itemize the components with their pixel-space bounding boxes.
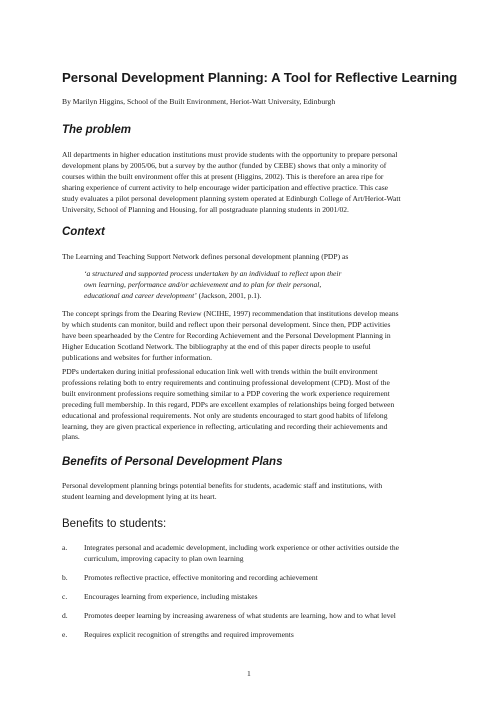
problem-line: University, School of Planning and Housing, for all postgraduate planning students in 2001/02. — [62, 204, 349, 214]
list-item-line: Integrates personal and academic development, including work experience or other activities outside the — [84, 543, 399, 552]
quote-citation: (Jackson, 2001, p.1). — [196, 290, 262, 300]
context-line: by which students can monitor, build and reflect upon their personal development. Since then, PDP activities — [62, 319, 391, 329]
list-item-text — [84, 543, 399, 565]
problem-paragraph — [62, 150, 452, 215]
context-paragraph-2 — [62, 309, 452, 364]
heading-context: Context — [62, 226, 105, 238]
ltsn-definition-quote — [84, 269, 444, 302]
list-item-line: Encourages learning from experience, including mistakes — [84, 592, 258, 601]
problem-line: All departments in higher education institutions must provide students with the opportunity to prepare personal — [62, 150, 398, 159]
author-byline: By Marilyn Higgins, School of the Built Environment, Heriot-Watt University, Edinburgh — [62, 97, 336, 106]
benefits-line: Personal development planning brings potential benefits for students, academic staff and institutions, with — [62, 481, 383, 490]
heading-benefits: Benefits of Personal Development Plans — [62, 456, 283, 468]
problem-line: sharing experience of current activity to help encourage wider participation and effective practice. This case — [62, 182, 388, 192]
list-item-line: Promotes deeper learning by increasing awareness of what students are learning, how and to what level — [84, 611, 396, 620]
list-item-label: a. — [62, 543, 68, 552]
context-intro — [62, 252, 452, 263]
quote-line: ‘a structured and supported process undertaken by an individual to reflect upon their — [84, 269, 342, 278]
quote-text: educational and career development’ — [84, 290, 197, 300]
list-item-line: Requires explicit recognition of strengths and required improvements — [84, 630, 294, 639]
context-paragraph-3 — [62, 367, 452, 443]
problem-line: courses within the built environment offer this at present (Higgins, 2002). This is therefore an area ripe for — [62, 171, 384, 181]
benefits-paragraph — [62, 481, 452, 503]
list-item-line: curriculum, improving capacity to plan own learning — [84, 553, 244, 563]
list-item-line: Promotes reflective practice, effective monitoring and recording achievement — [84, 573, 318, 582]
context-line: publications and websites for further information. — [62, 352, 213, 362]
list-item-label: c. — [62, 592, 68, 601]
heading-benefits-to-students: Benefits to students: — [62, 518, 167, 530]
context-line: have been spearheaded by the Centre for Recording Achievement and the Personal Development Planning in — [62, 330, 391, 340]
list-item-text — [84, 611, 396, 622]
problem-line: development plans by 2005/06, but a survey by the author (funded by CEBE) shows that only a minority of — [62, 160, 387, 170]
list-item-text — [84, 592, 258, 603]
context-line: built environment professions require something similar to a PDP covering the work experience requirement — [62, 388, 390, 398]
context-line: Higher Education Scotland Network. The bibliography at the end of this paper directs people to useful — [62, 341, 371, 351]
context-line: The concept springs from the Dearing Review (NCIHE, 1997) recommendation that institutions develop means — [62, 309, 399, 318]
context-intro-line: The Learning and Teaching Support Network defines personal development planning (PDP) as — [62, 252, 349, 261]
quote-line-last — [84, 291, 444, 302]
list-item-label: d. — [62, 611, 68, 620]
context-line: plans. — [62, 432, 80, 442]
heading-the-problem: The problem — [62, 124, 132, 136]
problem-line: study evaluates a pilot personal development planning system operated at Edinburgh College of Art/Heriot-Watt — [62, 193, 401, 203]
page-number: 1 — [247, 669, 251, 678]
context-line: learning, they are given practical experience in reflecting, articulating and recording their achievements and — [62, 421, 388, 431]
list-item-label: b. — [62, 573, 68, 582]
list-item-text — [84, 630, 294, 641]
benefits-line: student learning and development lying at its heart. — [62, 491, 217, 501]
context-line: educational and professional requirements. Not only are students encouraged to start good habits of lifelong — [62, 410, 388, 420]
quote-line: own learning, performance and/or achievement and to plan for their personal, — [84, 279, 322, 289]
context-line: PDPs undertaken during initial professional education link well with trends within the built environment — [62, 367, 378, 376]
context-line: professions relating both to entry requirements and continuing professional development (CPD). Most of the — [62, 377, 390, 387]
context-line: preceding full membership. In this regard, PDPs are excellent examples of relationships being forged between — [62, 399, 395, 409]
list-item-text — [84, 573, 318, 584]
document-title: Personal Development Planning: A Tool for Reflective Learning — [62, 70, 458, 85]
list-item-label: e. — [62, 630, 68, 639]
